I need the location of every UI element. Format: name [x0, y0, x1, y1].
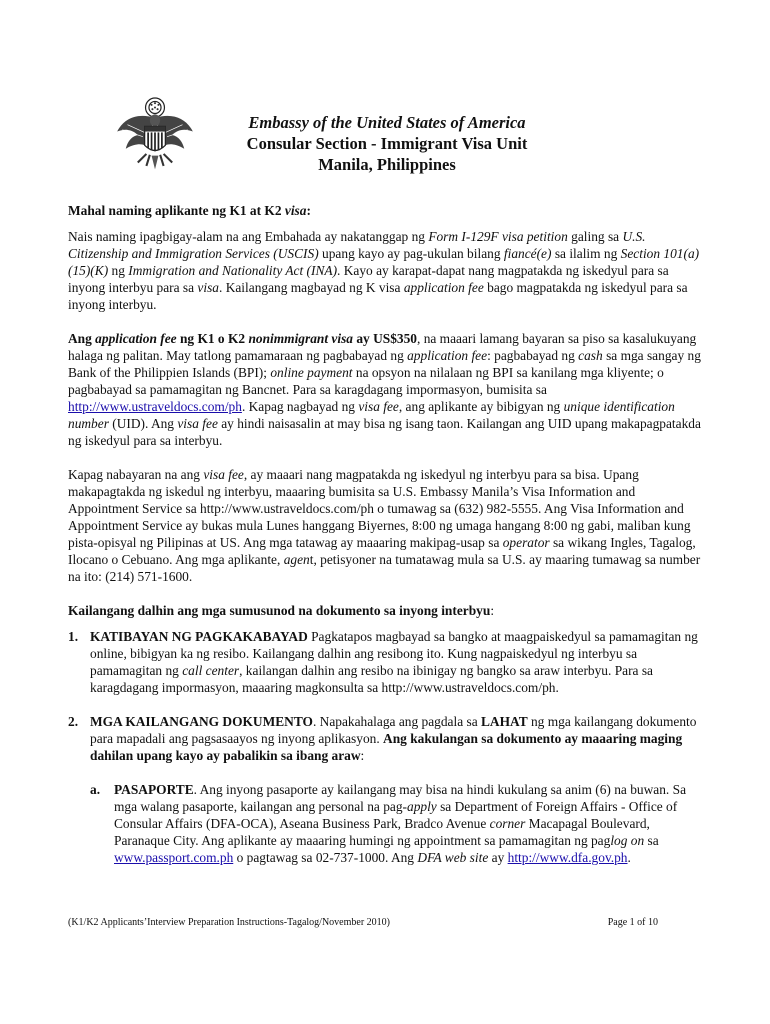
requirement-item-documents: 2. MGA KAILANGANG DOKUMENTO. Napakahalaga ang pagdala sa LAHAT ng mga kailangang dokumento para mapadali ang pagsasaayos ng inyong aplikasyon. Ang kakulangan sa dokumento ay maaaring maging dahilan upang kayo ay pabalikin sa ibang araw:	[68, 714, 697, 763]
intro-paragraph: Nais naming ipagbigay-alam na ang Embahada ay nakatanggap ng Form I-129F visa petition galing sa U.S. Citizenship and Immigration Services (USCIS) upang kayo ay pag-ukulan bilang fiancé(e) sa ilalim ng Section 101(a)(15)(K) ng Immigration and Nationality Act (INA). Kayo ay karapat-dapat nang magpatakda ng iskedyul para sa inyong interbyu para sa visa. Kailangang magbayad ng K visa application fee bago magpatakda ng iskedyul para sa inyong interbyu.	[68, 229, 700, 312]
page-footer	[68, 917, 658, 928]
location-title: Manila, Philippines	[318, 155, 456, 174]
salutation: Mahal naming aplikante ng K1 at K2 visa:	[68, 203, 311, 218]
passport-link[interactable]: www.passport.com.ph	[114, 850, 234, 865]
requirements-heading: Kailangang dalhin ang mga sumusunod na dokumento sa inyong interbyu:	[68, 603, 495, 618]
page-number: Page 1 of 10	[607, 917, 658, 928]
fee-paragraph: Ang application fee ng K1 o K2 nonimmigrant visa ay US$350, na maaari lamang bayaran sa piso sa kasalukuyang halaga ng palitan. May tatlong pamamaraan ng pagbabayad ng application fee: pagbabayad ng cash sa mga sangay ng Bank of the Philippien Islands (BPI); online payment na opsyon na nilalaan ng BPI sa kanilang mga kliyente; o pagbabayad sa pamamagitan ng Bancnet. Para sa karagdagang impormasyon, bumisita sa http://www.ustraveldocs.com/ph. Kapag nagbayad ng visa fee, ang aplikante ay bibigyan ng unique identification number (UID). Ang visa fee ay hindi naisasalin at may bisa ng isang taon. Kailangan ang UID upang makapagpatakda ng iskedyul para sa interbyu.	[68, 331, 701, 448]
embassy-title: Embassy of the United States of America	[248, 113, 526, 132]
ustraveldocs-link[interactable]: http://www.ustraveldocs.com/ph	[68, 399, 242, 414]
subitem-letter: a.	[90, 782, 101, 797]
embassy-seal-icon	[112, 92, 198, 178]
letter-body	[68, 202, 708, 866]
section-title: Consular Section - Immigrant Visa Unit	[246, 134, 528, 153]
scheduling-paragraph: Kapag nabayaran na ang visa fee, ay maaari nang magpatakda ng iskedyul ng interbyu para sa bisa. Upang makapagtakda ng iskedul ng interbyu, maaaring bumisita sa U.S. Embassy Manila’s Visa Information and Appointment Service sa http://www.ustraveldocs.com/ph o tumawag sa (632) 982-5555. Ang Visa Information and Appointment Service ay bukas mula Lunes hanggang Biyernes, 8:00 ng umaga hangang 8:00 ng gabi, maliban kung pista-opisyal ng Pilipinas at US. Ang mga tatawag ay maaaring makipag-usap sa operator sa wikang Ingles, Tagalog, Ilocano o Cebuano. Ang mga aplikante, agent, petisyoner na tumatawag mula sa U.S. ay maaring tumawag sa number na ito: (214) 571-1600.	[68, 467, 701, 584]
footer-document-title: (K1/K2 Applicants’Interview Preparation Instructions-Tagalog/November 2010)	[68, 917, 390, 928]
dfa-link[interactable]: http://www.dfa.gov.ph	[507, 850, 628, 865]
requirement-subitem-passport: a. PASAPORTE. Ang inyong pasaporte ay kailangang may bisa na hindi kukulang sa anim (6) na buwan. Sa mga walang pasaporte, kailangan ang personal na pag-apply sa Department of Foreign Affairs - Office of Consular Affairs (DFA-OCA), Aseana Business Park, Bradco Avenue corner Macapagal Boulevard, Paranaque City. Ang aplikante ay maaaring humingi ng appointment sa pamamagitan ng paglog on sa www.passport.com.ph o pagtawag sa 02-737-1000. Ang DFA web site ay http://www.dfa.gov.ph.	[90, 782, 687, 865]
requirement-item-payment: 1. KATIBAYAN NG PAGKAKABAYAD Pagkatapos magbayad sa bangko at maagpaiskedyul sa pamamagitan ng online, bibigyan ka ng resibo. Kailangang dalhin ang resibong ito. Kung nagpaiskedyul ng interbyu sa pamamagitan ng call center, kailangan dalhin ang resibo na ibinigay ng bangko sa araw interbyu. Para sa karagdagang impormasyon, maaaring magkonsulta sa http://www.ustraveldocs.com/ph.	[68, 629, 698, 695]
item-number: 2.	[68, 714, 79, 729]
letterhead	[196, 112, 578, 175]
item-number: 1.	[68, 629, 79, 644]
